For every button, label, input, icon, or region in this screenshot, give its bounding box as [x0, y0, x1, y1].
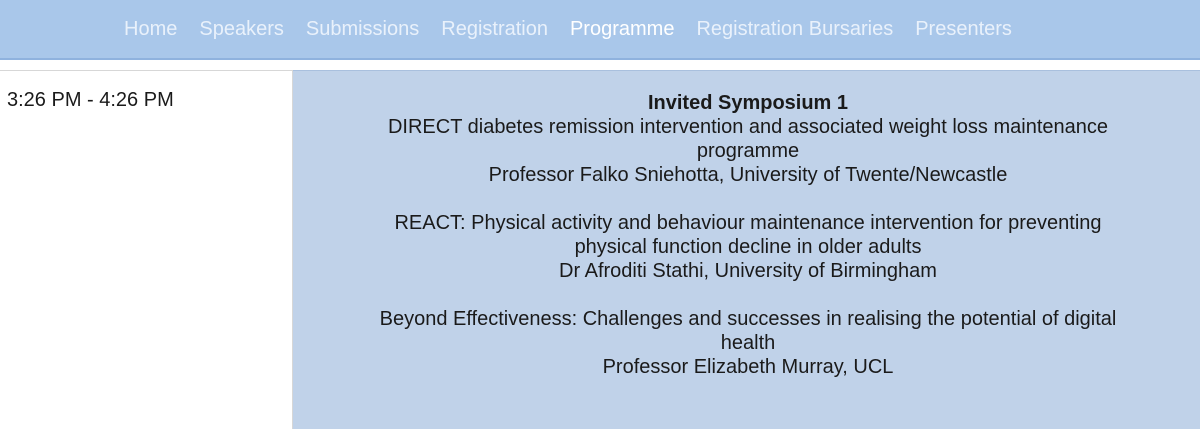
- nav-item-registration-bursaries[interactable]: Registration Bursaries: [696, 18, 894, 40]
- nav-menu: [124, 16, 1034, 42]
- talk-speaker: Professor Elizabeth Murray, UCL: [602, 356, 894, 378]
- talk-title-line: DIRECT diabetes remission intervention and associated weight loss maintenance: [387, 116, 1108, 138]
- nav-item-registration[interactable]: Registration: [441, 18, 548, 40]
- talk-item: [323, 307, 1173, 379]
- nav-item-home[interactable]: Home: [124, 18, 178, 40]
- talk-title-line: programme: [696, 140, 800, 162]
- talk-speaker: Professor Falko Sniehotta, University of Twente/Newcastle: [488, 164, 1008, 186]
- nav-item-programme[interactable]: Programme: [569, 18, 675, 40]
- nav-item-presenters[interactable]: Presenters: [915, 18, 1012, 40]
- talk-title-line: physical function decline in older adults: [574, 236, 922, 258]
- talk-speaker: Dr Afroditi Stathi, University of Birmingham: [559, 260, 937, 282]
- session-title: Invited Symposium 1: [647, 92, 849, 114]
- time-cell: [0, 70, 293, 429]
- programme-row: [0, 70, 1200, 429]
- talk-item: [323, 211, 1173, 283]
- talk-title-line: health: [720, 332, 776, 354]
- session-content: [323, 91, 1173, 403]
- nav-item-submissions[interactable]: Submissions: [305, 18, 420, 40]
- talk-item: [323, 115, 1173, 187]
- nav-item-speakers[interactable]: Speakers: [199, 18, 284, 40]
- session-time: 3:26 PM - 4:26 PM: [7, 89, 174, 111]
- talk-title-line: REACT: Physical activity and behaviour maintenance intervention for preventing: [394, 212, 1102, 234]
- top-navigation-bar: [0, 0, 1200, 60]
- session-cell: [293, 70, 1200, 429]
- talk-title-line: Beyond Effectiveness: Challenges and successes in realising the potential of digital: [379, 308, 1117, 330]
